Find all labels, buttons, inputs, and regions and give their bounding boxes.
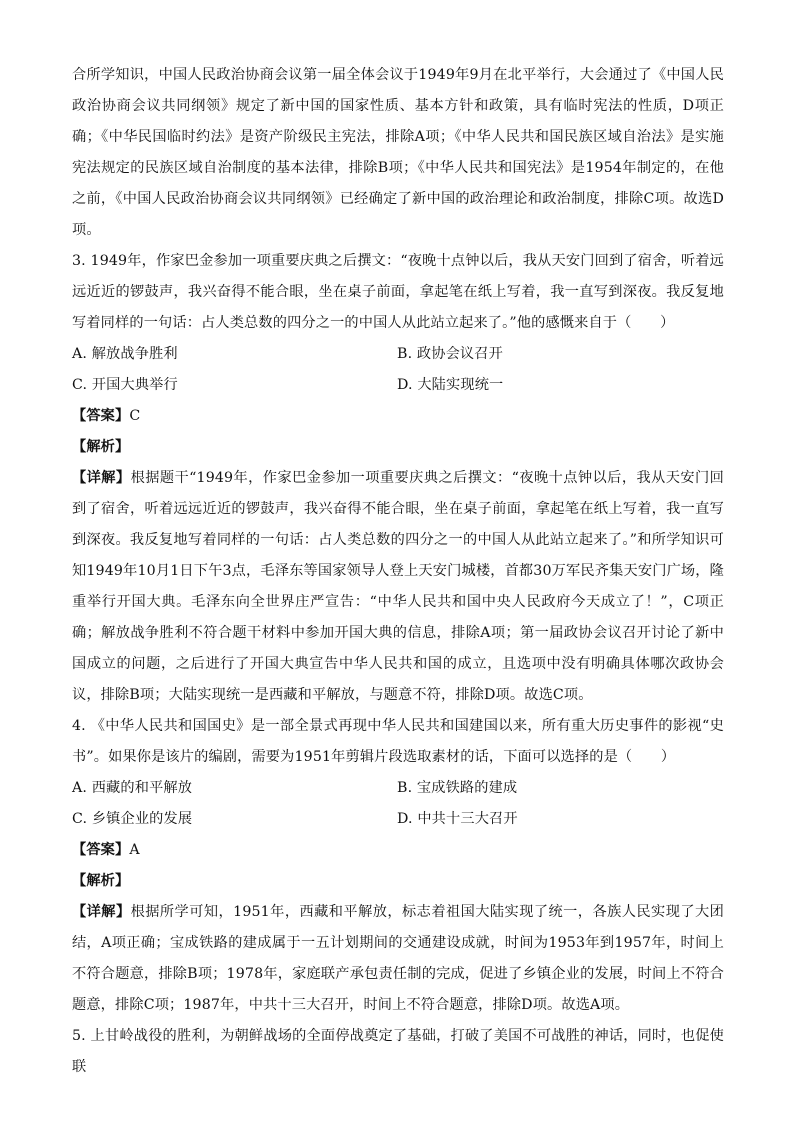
question-stem: 4. 《中华人民共和国国史》是一部全景式再现中华人民共和国建国以来，所有重大历史事件的影视“史书”。如果你是该片的编剧，需要为1951年剪辑片段选取素材的话，下面可以选择的是（ ） [72, 718, 724, 765]
document-page [72, 60, 724, 1083]
analysis-line [72, 866, 724, 897]
question-stem: 3. 1949年，作家巴金参加一项重要庆典之后撰文：“夜晚十点钟以后，我从天安门回到了宿舍，听着远远近近的锣鼓声，我兴奋得不能合眼，坐在桌子前面，拿起笔在纸上写着，我一直写到深夜。我反复地写着同样的一句话：占人类总数的四分之一的中国人从此站立起来了。”他的感慨来自于（ ） [72, 253, 724, 331]
answer-options [72, 773, 724, 835]
answer-options [72, 339, 724, 401]
answer-tag: 【答案】 [72, 408, 130, 424]
analysis-tag: 【解析】 [72, 439, 130, 455]
answer-line [72, 835, 724, 866]
option-d: D. 大陆实现统一 [397, 377, 504, 393]
option-d: D. 中共十三大召开 [397, 811, 518, 827]
option-a: A. 解放战争胜利 [72, 346, 178, 362]
detail-paragraph [72, 463, 724, 711]
question-stem: 5. 上甘岭战役的胜利，为朝鲜战场的全面停战奠定了基础，打破了美国不可战胜的神话，同时，也促使联 [72, 1028, 724, 1075]
intro-analysis-text: 合所学知识，中国人民政治协商会议第一届全体会议于1949年9月在北平举行，大会通过了《中国人民政治协商会议共同纲领》规定了新中国的国家性质、基本方针和政策，具有临时宪法的性质，D项正确；《中华民国临时约法》是资产阶级民主宪法，排除A项；《中华人民共和国民族区域自治法》是实施宪法规定的民族区域自治制度的基本法律，排除B项；《中华人民共和国宪法》是1954年制定的，在他之前，《中国人民政治协商会议共同纲领》已经确定了新中国的政治理论和政治制度，排除C项。故选D项。 [72, 67, 724, 238]
option-c: C. 开国大典举行 [72, 377, 178, 393]
option-a: A. 西藏的和平解放 [72, 780, 193, 796]
answer-line [72, 401, 724, 432]
detail-paragraph [72, 897, 724, 1021]
question-3 [72, 246, 724, 711]
option-b: B. 宝成铁路的建成 [397, 780, 518, 796]
detail-text: 根据题干“1949年，作家巴金参加一项重要庆典之后撰文：“夜晚十点钟以后，我从天安门回到了宿舍，听着远远近近的锣鼓声，我兴奋得不能合眼，坐在桌子前面，拿起笔在纸上写着，我一直写到深夜。我反复地写着同样的一句话：占人类总数的四分之一的中国人从此站立起来了。”和所学知识可知1949年10月1日下午3点，毛泽东等国家领导人登上天安门城楼，首都30万军民齐集天安门广场，隆重举行开国大典。毛泽东向全世界庄严宣告：“中华人民共和国中央人民政府今天成立了！”，C项正确；解放战争胜利不符合题干材料中参加开国大典的信息，排除A项；第一届政协会议召开讨论了新中国成立的问题，之后进行了开国大典宣告中华人民共和国的成立，且选项中没有明确具体哪次政协会议，排除B项；大陆实现统一是西藏和平解放，与题意不符，排除D项。故选C项。 [72, 470, 724, 703]
detail-tag: 【详解】 [72, 904, 131, 920]
analysis-line [72, 432, 724, 463]
detail-text: 根据所学可知，1951年，西藏和平解放，标志着祖国大陆实现了统一，各族人民实现了大团结，A项正确；宝成铁路的建成属于一五计划期间的交通建设成就，时间为1953年到1957年，时间上不符合题意，排除B项；1978年，家庭联产承包责任制的完成，促进了乡镇企业的发展，时间上不符合题意，排除C项；1987年，中共十三大召开，时间上不符合题意，排除D项。故选A项。 [72, 904, 724, 1013]
option-b: B. 政协会议召开 [397, 346, 503, 362]
answer-tag: 【答案】 [72, 842, 130, 858]
option-c: C. 乡镇企业的发展 [72, 811, 193, 827]
answer-value: A [129, 842, 140, 858]
question-5 [72, 1021, 724, 1083]
answer-value: C [129, 408, 141, 424]
question-4 [72, 711, 724, 1021]
analysis-tag: 【解析】 [72, 873, 130, 889]
detail-tag: 【详解】 [72, 470, 131, 486]
